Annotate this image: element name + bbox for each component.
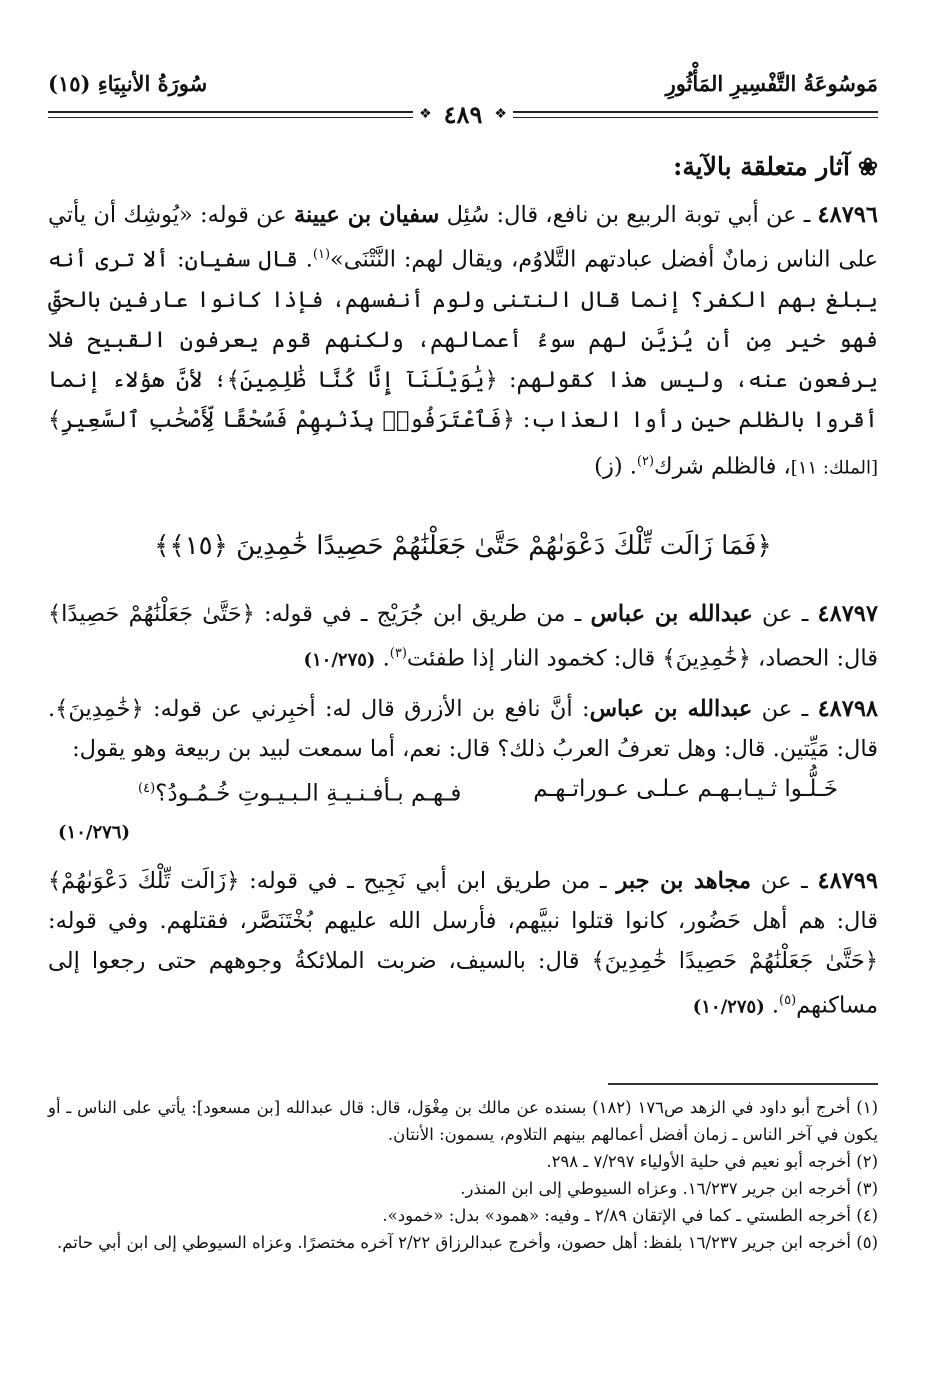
entry-text: ـ عن أبي توبة الربيع بن نافع، قال: سُئِل [439,202,818,228]
spacer [48,853,878,861]
entry-text: . قال: مَيِّتين. قال: وهل تعرفُ العربُ ذلك؟ قال: نعم، أما سمعت لبيد بن ربيعة وهو يقول: [48,695,878,762]
entry-number: ٤٨٧٩٩ [817,868,878,895]
quran-quote: ﴿زَالَت تِّلْكَ دَعْوَىٰهُمْ﴾ [48,868,240,895]
entry-number: ٤٨٧٩٧ [817,601,878,627]
footnote-marker[interactable]: (٥) [779,993,797,1009]
entry-text: ـ عن [751,868,818,895]
footnote-separator [608,1083,878,1085]
quran-quote: ﴿فَٱعْتَرَفُوا۟ بِذَنۢبِهِمْ فَسُحْقًا لِّأَصْحَٰبِ ٱلسَّعِيرِ﴾ [48,406,515,433]
quran-quote: ﴿حَتَّىٰ جَعَلْنَٰهُمْ حَصِيدًا﴾ [48,601,255,627]
footnote-5: (٥) أخرجه ابن جرير ١٦/٢٣٧ بلفظ: أهل حصون، وأخرج عبدالرزاق ٢/٢٢ آخره مختصرًا. وعزاه السيوطي إلى ابن أبي حاتم. [56,1233,878,1252]
running-header [48,60,878,96]
entry-48796 [48,195,878,488]
narrator-name: مجاهد بن جبر [616,868,752,895]
poem-first-hemistich: خَـلُّـوا ثـيـابـهـم عـلـى عـوراتـهـم [533,775,838,802]
entry-text: قال: بالسيف، ضربت الملائكةُ وجوههم حتى رجعوا إلى مساكنهم [48,948,878,1019]
header-rule-right [513,111,878,118]
entry-text: : أنَّ نافع بن الأزرق قال له: أخبِرني عن قوله: [143,695,590,722]
entry-number: ٤٨٧٩٨ [817,695,879,722]
ornament-icon: ❖ [494,106,507,122]
entry-text: ـ من طريق ابن جُرَيْج ـ في قوله: [254,601,591,627]
entry-48799 [48,861,878,1028]
entry-text: قال: هم أهل حَضُور، كانوا قتلوا نبيَّهم، فأرسل الله عليهم بُخْتَنَصَّر، فقتلهم. وفي قوله: [48,908,878,935]
quran-quote: ﴿حَتَّىٰ جَعَلْنَٰهُمْ حَصِيدًا خَٰمِدِينَ﴾ [591,948,879,975]
entry-text: ؛ لأنَّ هؤلاء إنما أقروا بالظلم حين رأوا العذاب: [48,366,878,433]
entry-text: . (ز) [594,453,637,479]
spacer [48,681,878,689]
entry-text: عن قوله: «يُوشِك أن يأتي على الناس زمانٌ أفضل عبادتهم التَّلاوُم، ويقال لهم: النَّتْنَى» [48,202,878,273]
entry-text: ـ عن [752,695,818,722]
entry-text: . [375,645,390,672]
quran-quote: ﴿خَٰمِدِينَ﴾ [55,695,144,722]
page-number: ٤٨٩ [443,99,483,129]
volume-page-reference: (١٠/٢٧٦) [58,822,130,844]
quran-quote: ﴿خَٰمِدِينَ﴾ [662,645,751,672]
entry-text: ـ من طريق ابن أبي نَجِيح ـ في قوله: [239,868,617,895]
header-rule [48,98,878,130]
footnote-marker[interactable]: (٣) [389,646,407,661]
section-title: آثار متعلقة بالآية: [673,152,850,181]
poem-text: فـهـم بـأفـنـيـةِ الـبـيـوتِ خُـمُـودُ؟ [155,780,462,807]
footnote-2: (٢) أخرجه أبو نعيم في حلية الأولياء ٧/٢٩٧ ـ ٢٩٨. [546,1152,878,1171]
entry-text: . [764,992,780,1019]
entry-text: ، فالظلم شرك [654,453,791,479]
book-title: مَوسُوعَةُ التَّفْسِيرِ المَأْثُورِ [665,71,878,96]
header-rule-left [48,111,413,118]
section-heading [48,152,878,181]
narrator-name: عبدالله بن عباس [590,601,753,627]
entry-48798 [48,689,878,769]
entry-text: قال: الحصاد، [750,645,878,672]
narrator-name: سفيان بن عيينة [293,202,440,228]
footnotes [48,1094,878,1256]
quran-verse-15: ﴿فَمَا زَالَت تِّلْكَ دَعْوَىٰهُمْ حَتَّىٰ جَعَلْنَٰهُمْ حَصِيدًا خَٰمِدِينَ ﴿١٥﴾﴾ [154,531,772,561]
footnote-4: (٤) أخرجه الطستي ـ كما في الإتقان ٢/٨٩ ـ وفيه: «همود» بدل: «خمود». [382,1206,878,1225]
poem-second-hemistich [138,769,461,814]
entry-text: ـ عن [752,601,818,627]
entry-48797 [48,594,878,681]
volume-page-reference: (١٠/٢٧٥) [692,996,765,1018]
quran-quote: ﴿يَٰوَيْلَنَآ إِنَّا كُنَّا ظَٰلِمِينَ﴾ [226,366,498,393]
entry-number: ٤٨٧٩٦ [817,202,878,228]
entry-text: قال: كخمود النار إذا طفئت [406,645,663,672]
entry-text: . قال سفيان: ألا ترى أنه يبلغ بهم الكفر؟ إنما قال النتنى ولوم أنفسهم، فإذا كانوا عارفين بالحقِّ فهو خير مِن أن يُزيَّن لهم سوءُ أعمالهم، ولكنهم قوم يعرفون القبيح فلا يرفعون عنه، وليس هذا كقولهم: [48,246,878,393]
footnote-marker[interactable]: (٤) [138,780,156,796]
poem-verse [48,769,878,814]
ornament-icon: ❖ [419,106,432,122]
surah-label: سُورَةُ الأنبِيَاءِ (١٥) [48,71,208,96]
footnote-1: (١) أخرج أبو داود في الزهد ص١٧٦ (١٨٢) بسنده عن مالك بن مِغْوَل، قال: قال عبدالله [بن مسعود]: يأتي على الناس ـ أو يكون في آخر الناس ـ زمان أفضل أعمالهم بينهم التلاوم، يسمون: الأنتان. [48,1098,878,1144]
book-page [48,60,878,1339]
flower-icon: ❀ [857,152,878,181]
verse-reference: [الملك: ١١] [790,457,878,478]
narrator-name: عبدالله بن عباس [589,695,753,722]
volume-page-reference: (١٠/٢٧٥) [303,649,376,671]
footnote-marker[interactable]: (٢) [636,453,655,469]
footnote-3: (٣) أخرجه ابن جرير ١٦/٢٣٧. وعزاه السيوطي إلى ابن المنذر. [460,1179,878,1198]
footnote-marker[interactable]: (١) [312,247,331,262]
